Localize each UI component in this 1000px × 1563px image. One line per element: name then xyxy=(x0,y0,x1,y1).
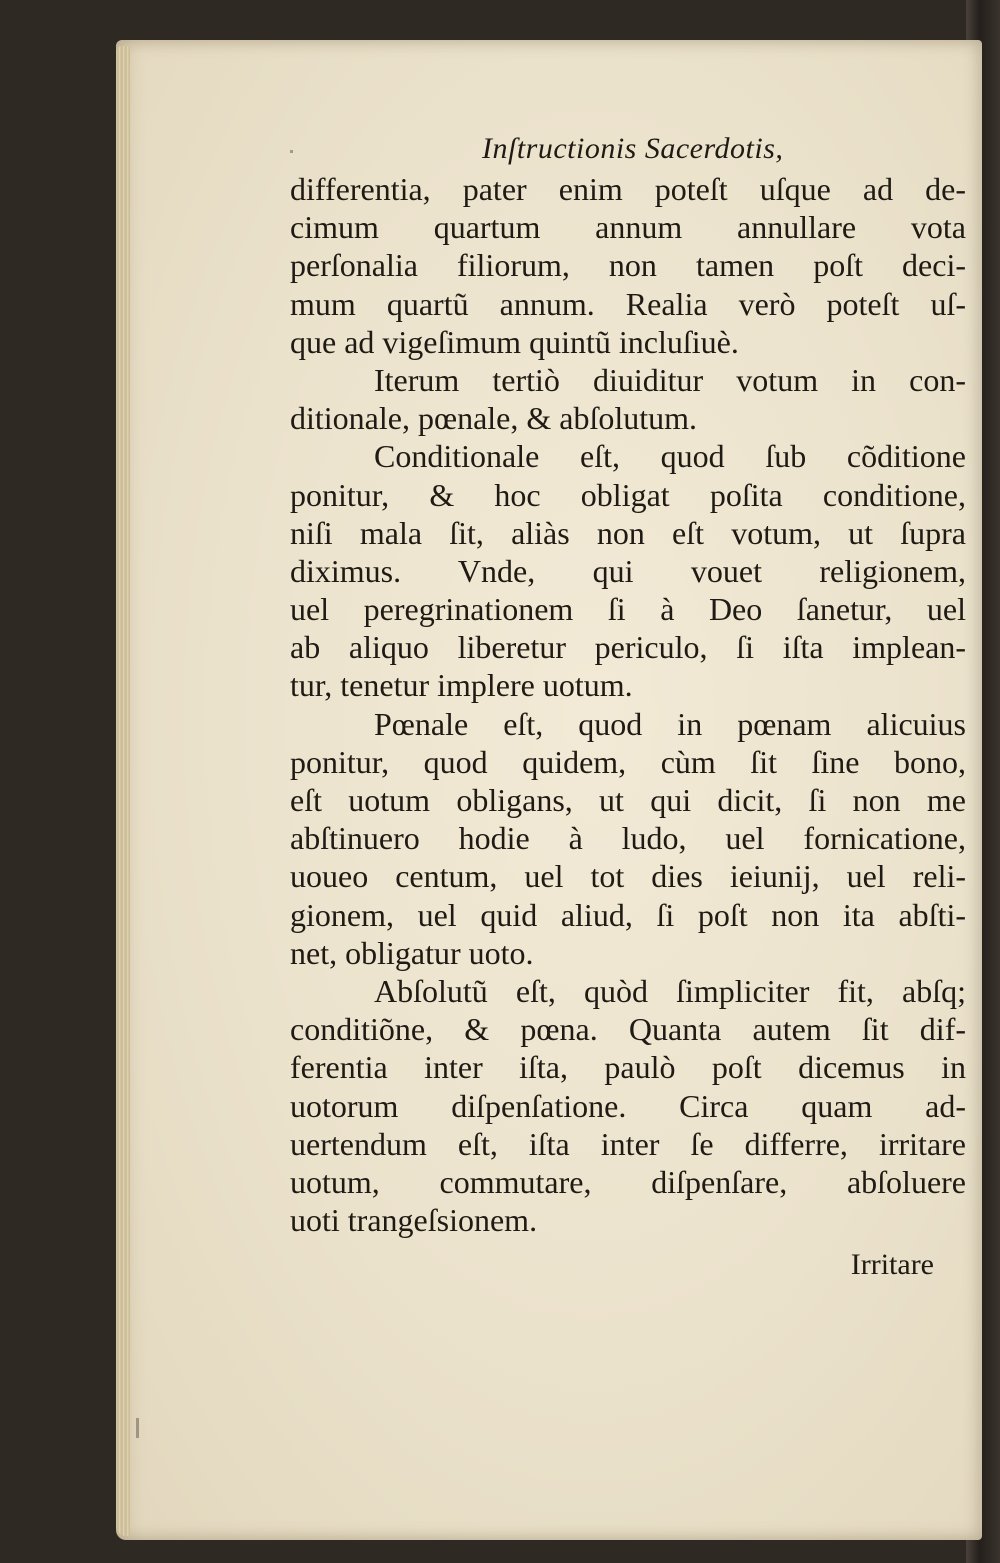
paragraph xyxy=(290,437,966,704)
text-line: uoueo centum, uel tot dies ieiunij, uel reli- xyxy=(290,858,966,895)
text-line: mum quartũ annum. Realia verò poteſt uſ- xyxy=(290,285,966,322)
text-line: Conditionale eſt, quod ſub cõditione xyxy=(374,438,966,475)
text-line: que ad vigeſimum quintũ incluſiuè. xyxy=(290,323,739,360)
paragraph xyxy=(290,705,966,972)
text-line: uotum, commutare, diſpenſare, abſoluere xyxy=(290,1163,966,1200)
text-block xyxy=(290,128,966,1289)
text-line: tur, tenetur implere uotum. xyxy=(290,667,633,704)
text-line: niſi mala ſit, aliàs non eſt votum, ut ſupra xyxy=(290,514,966,551)
ink-speck xyxy=(136,1418,139,1438)
text-line: conditiõne, & pœna. Quanta autem ſit dif- xyxy=(290,1011,966,1048)
text-line: perſonalia filiorum, non tamen poſt deci- xyxy=(290,247,966,284)
text-line: uel peregrinationem ſi à Deo ſanetur, uel xyxy=(290,591,966,628)
text-line: cimum quartum annum annullare vota xyxy=(290,209,966,246)
text-line: Iterum tertiò diuiditur votum in con- xyxy=(374,361,966,398)
body-text xyxy=(290,170,966,1239)
text-line: ponitur, & hoc obligat poſita conditione, xyxy=(290,476,966,513)
text-line: abſtinuero hodie à ludo, uel fornicatione, xyxy=(290,820,966,857)
text-line: ab aliquo liberetur periculo, ſi iſta implean- xyxy=(290,629,966,666)
text-line: eſt uotum obligans, ut qui dicit, ſi non me xyxy=(290,782,966,818)
page-edge-stack xyxy=(116,46,130,1536)
paragraph xyxy=(290,361,966,437)
text-line: ponitur, quod quidem, cùm ſit ſine bono, xyxy=(290,743,966,780)
text-line: uertendum eſt, iſta inter ſe differre, irritare xyxy=(290,1125,966,1162)
text-line: Pœnale eſt, quod in pœnam alicuius xyxy=(374,705,966,742)
text-line: ditionale, pœnale, & abſolutum. xyxy=(290,400,698,437)
text-line: differentia, pater enim poteſt uſque ad de- xyxy=(290,171,966,207)
catchword: Irritare xyxy=(850,1248,934,1282)
paragraph xyxy=(290,972,966,1239)
paragraph xyxy=(290,170,966,361)
text-line: gionem, uel quid aliud, ſi poſt non ita abſti- xyxy=(290,896,966,933)
text-line: uotorum diſpenſatione. Circa quam ad- xyxy=(290,1087,966,1124)
text-line: ferentia inter iſta, paulò poſt dicemus in xyxy=(290,1049,966,1086)
text-line: net, obligatur uoto. xyxy=(290,934,534,971)
text-line: uoti trangeſsionem. xyxy=(290,1202,538,1239)
text-line: diximus. Vnde, qui vouet religionem, xyxy=(290,552,966,589)
running-head: Inſtructionis Sacerdotis, xyxy=(482,132,784,165)
text-line: Abſolutũ eſt, quòd ſimpliciter fit, abſq; xyxy=(374,972,966,1009)
